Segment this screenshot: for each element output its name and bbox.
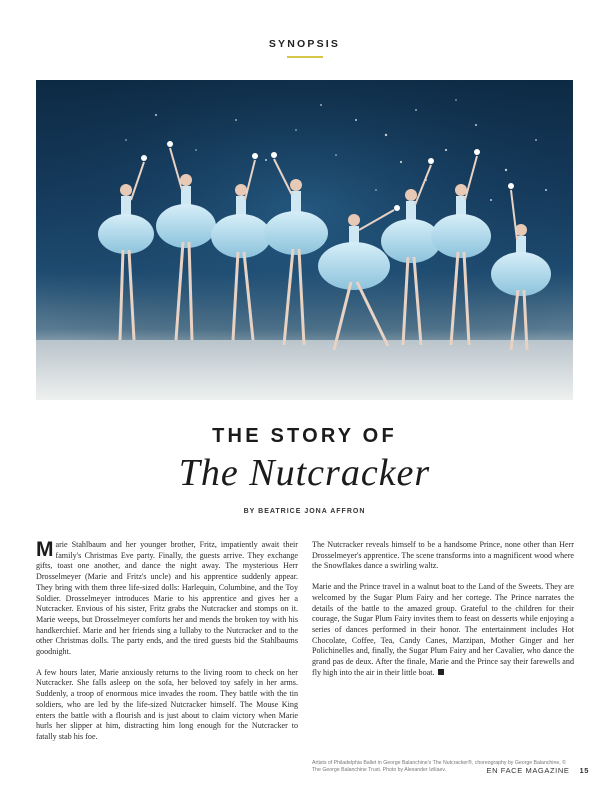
paragraph-1 <box>36 540 298 658</box>
page-footer <box>487 766 590 775</box>
hero-photo <box>36 80 573 400</box>
article-title: The Nutcracker <box>178 452 431 494</box>
section-label: SYNOPSIS <box>268 38 341 50</box>
kicker: THE STORY OF <box>212 425 397 447</box>
dropcap: M <box>36 538 54 561</box>
right-column <box>312 540 574 688</box>
paragraph-2: A few hours later, Marie anxiously returns to the living room to check on her Nutcracker. She falls asleep on the sofa, her beloved toy safely in her arms. Suddenly, a troop of enormous mice invades the room. They battle with the tin soldiers, who are led by the life-sized Nutcracker himself. The Mouse King enters the battle with a flourish and is just about to claim victory when Marie hurls her slipper at him, distracting him long enough for the Nutcracker to fatally stab his foe. <box>36 667 298 741</box>
page-number: 15 <box>579 766 589 775</box>
byline: BY BEATRICE JONA AFFRON <box>243 508 366 515</box>
paragraph-1-text: arie Stahlbaum and her younger brother, Fritz, impatiently await their family's Christmas Eve party. Finally, the guests arrive. They exchange gifts, toast one another, and dance the night away. The mysterious Herr Drosselmeyer (Marie and Fritz's uncle) and his apprentice suddenly appear. They bring with them three life-sized dolls: Harlequin, Columbine, and the Toy Soldier. Drosselmeyer introduces Marie to his apprentice and gives her a Nutcracker. Envious of his sister, Fritz grabs the Nutcracker and stomps on it. Marie weeps, but Drosselmeyer comforts her and mends the broken toy with his handkerchief. Marie and her friends sing a lullaby to the Nutcracker and to the other Christmas dolls. The party ends, and the tired guests bid the Stahlbaums goodnight. <box>36 540 298 657</box>
end-mark-icon <box>438 669 444 675</box>
magazine-name: EN FACE MAGAZINE <box>486 766 570 775</box>
section-rule <box>287 56 323 58</box>
ballet-photo-illustration <box>36 80 573 400</box>
left-column <box>36 540 298 753</box>
paragraph-4 <box>312 582 574 678</box>
paragraph-4-text: Marie and the Prince travel in a walnut boat to the Land of the Sweets. They are welcomed by the Sugar Plum Fairy and her cortege. The Prince narrates the details of the battle to the amazed group. Grateful to the children for their courage, the Sugar Plum Fairy invites them to feast on desserts while enjoying a series of dances performed in their honor. The entertainment includes Hot Chocolate, Coffee, Tea, Candy Canes, Marzipan, Mother Ginger and her Polichinelles and, finally, the Sugar Plum Fairy and her Cavalier, who dance the grand pas de deux. After the finale, Marie and the Prince say their farewells and fly high into the air in their little boat. <box>312 582 574 677</box>
paragraph-3: The Nutcracker reveals himself to be a handsome Prince, none other than Herr Drosselmeyer's apprentice. The scene transforms into a magnificent wood where the Snowflakes dance a swirling waltz. <box>312 540 574 571</box>
photo-caption: Artists of Philadelphia Ballet in George Balanchine's The Nutcracker®, choreography by George Balanchine, © The George Balanchine Trust. Photo by Alexander Iziliaev. <box>312 760 566 774</box>
